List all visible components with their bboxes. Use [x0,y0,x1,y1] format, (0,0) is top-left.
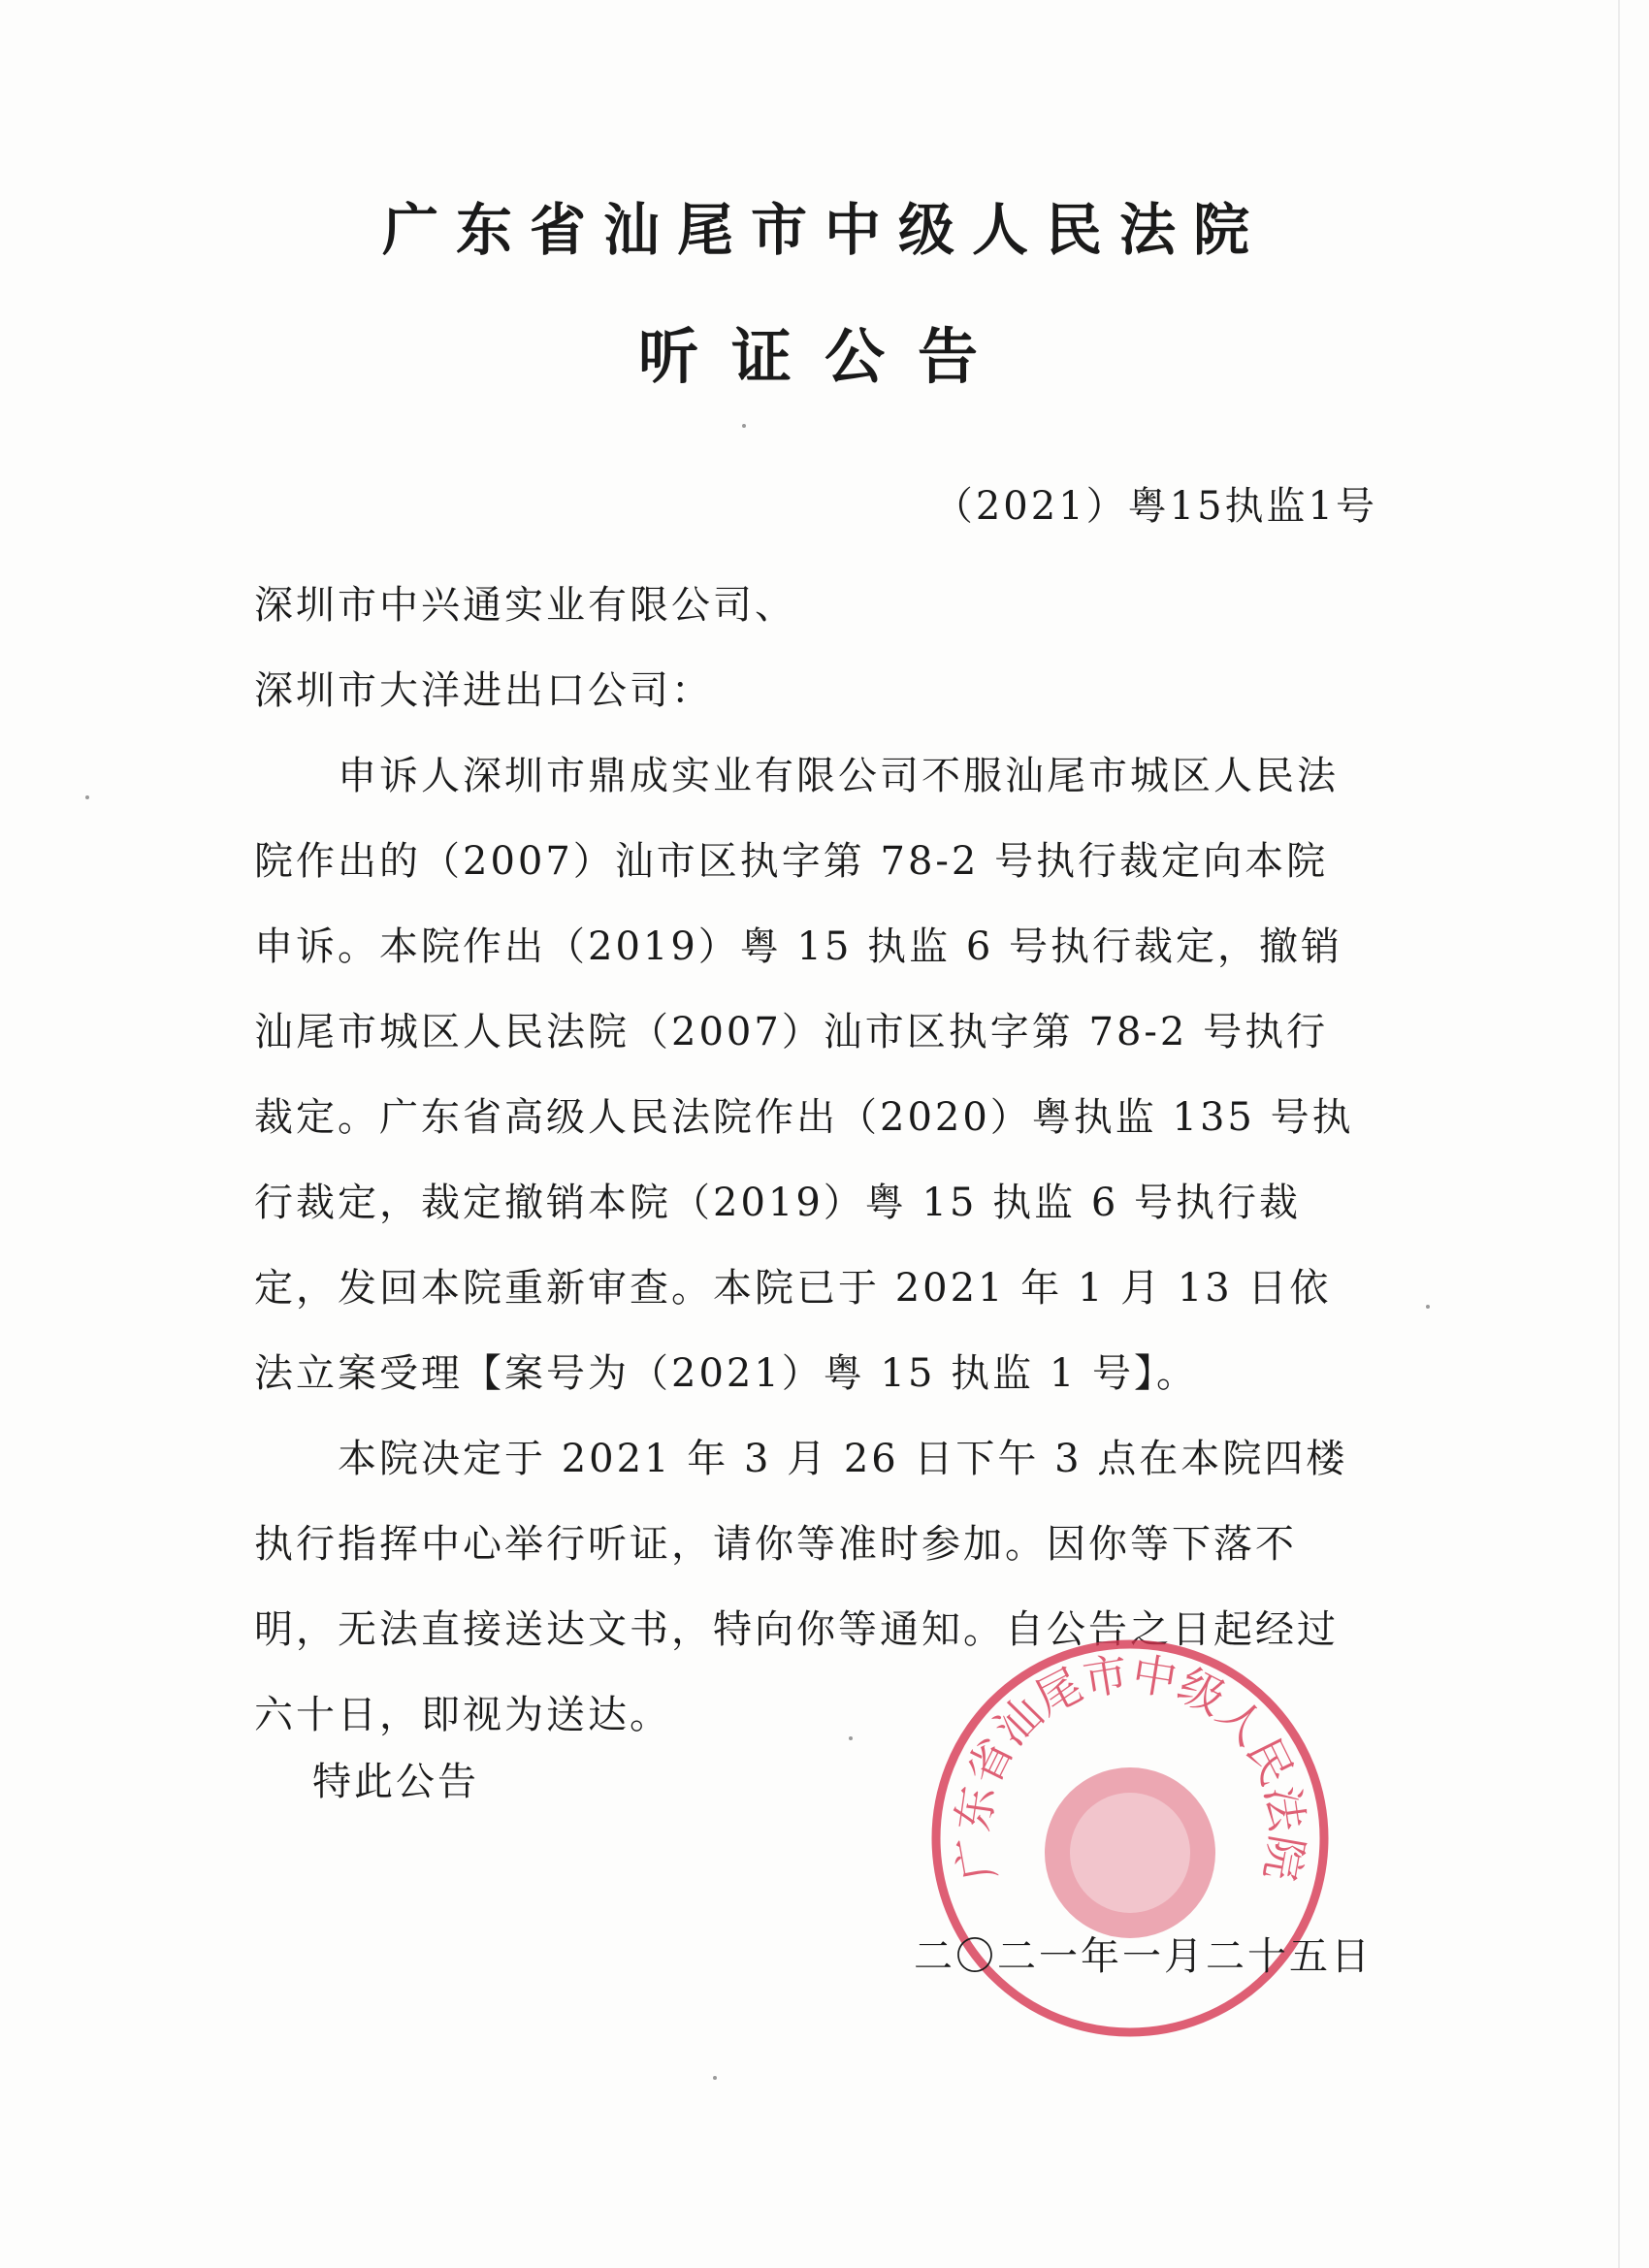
scan-speck [1426,1305,1430,1309]
recipient-line: 深圳市大洋进出口公司： [254,668,713,713]
case-number: （2021）粤15执监1号 [933,484,1377,529]
issue-date: 二〇二一年一月二十五日 [914,1934,1373,1979]
seal-emblem-inner [1070,1793,1190,1913]
scan-speck [849,1736,853,1740]
official-seal-icon [922,1630,1339,2047]
seal-text-path: 广东省汕尾市中级人民法院 [946,1646,1314,1885]
body-paragraph: 本院决定于 2021 年 3 月 26 日下午 3 点在本院四楼执行指挥中心举行听证，请你等准时参加。因你等下落不明，无法直接送达文书，特向你等通知。自公告之日起经过六十日，即视为送达。 [254,1437,1348,1737]
document-title: 听证公告 [637,321,1011,392]
court-name: 广东省汕尾市中级人民法院 [381,197,1267,263]
scan-speck [713,2076,717,2080]
body-paragraph: 申诉人深圳市鼎成实业有限公司不服汕尾市城区人民法院作出的（2007）汕市区执字第 78-2 号执行裁定向本院申诉。本院作出（2019）粤 15 执监 6 号执行裁定，撤销汕尾市城区人民法院（2007）汕市区执字第 78-2 号执行裁定。广东省高级人民法院作出（2020）粤执监 135 号执行裁定，裁定撤销本院（2019）粤 15 执监 6 号执行裁定，发回本院重新审查。本院已于 2021 年 1 月 13 日依法立案受理【案号为（2021）粤 15 执监 1 号】。 [254,754,1354,1396]
closing-text: 特此公告 [312,1760,479,1804]
scan-speck [85,795,89,799]
document-body [254,563,1370,1758]
recipient-line: 深圳市中兴通实业有限公司、 [254,583,796,628]
scan-speck [742,424,746,428]
